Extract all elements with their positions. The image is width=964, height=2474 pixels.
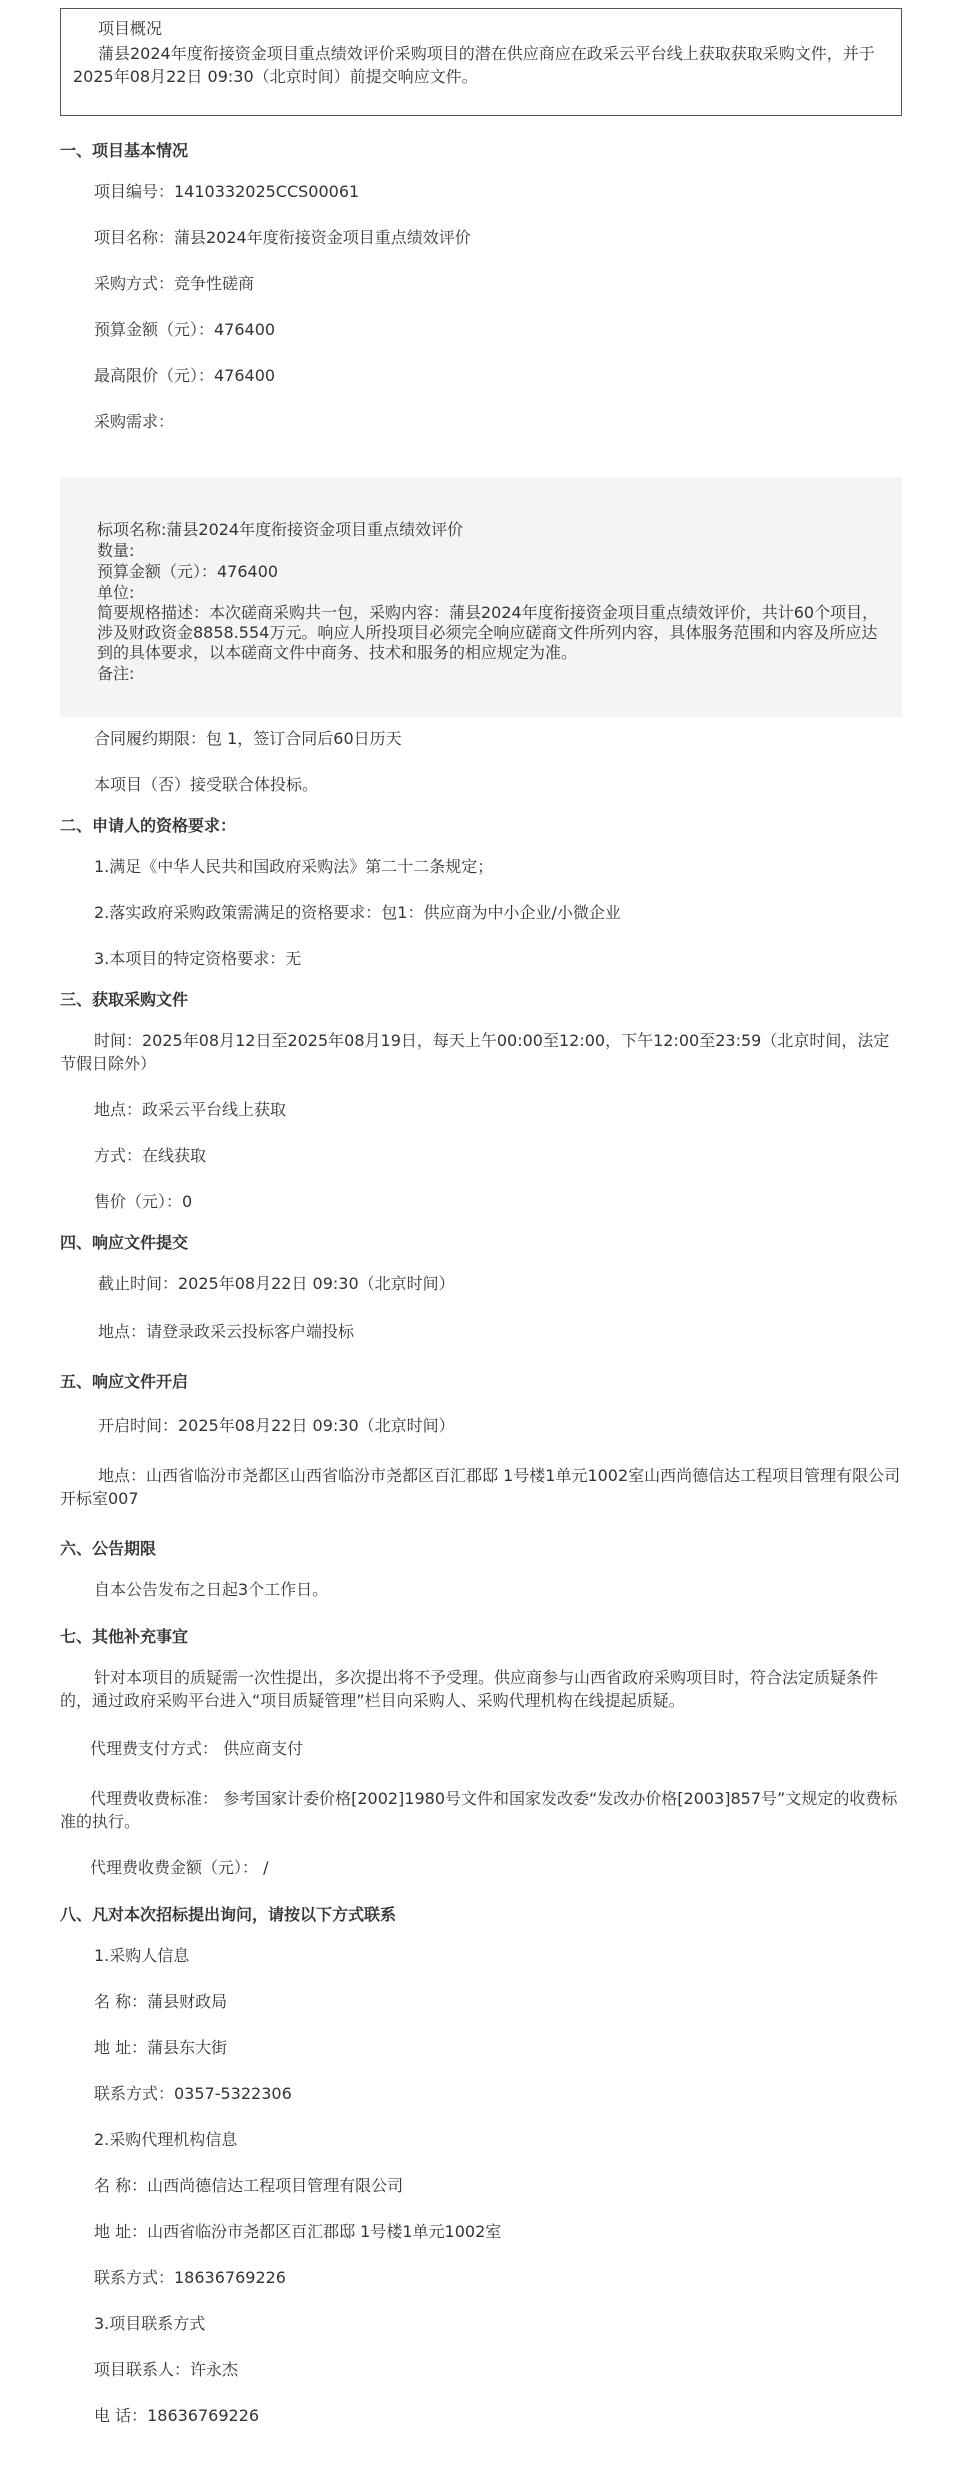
agency-fee-payer: 代理费支付方式： 供应商支付	[90, 1739, 304, 1758]
submission-deadline: 截止时间：2025年08月22日 09:30（北京时间）	[98, 1274, 455, 1293]
lot-budget: 预算金额（元）：476400	[97, 562, 279, 581]
complaint-note: 针对本项目的质疑需一次性提出，多次提出将不予受理。供应商参与山西省政府采购项目时，符合法定质疑条件的，通过政府采购平台进入“项目质疑管理”栏目向采购人、采购代理机构在线提起质疑。	[60, 1668, 879, 1710]
project-contact-person: 项目联系人：许永杰	[94, 2360, 239, 2379]
project-overview-box	[60, 8, 902, 116]
submission-place: 地点：请登录政采云投标客户端投标	[98, 1322, 355, 1341]
section-5-heading: 五、响应文件开启	[60, 1372, 189, 1391]
agency-fee-amount: 代理费收费金额（元）： /	[90, 1858, 269, 1877]
section-7-heading: 七、其他补充事宜	[60, 1627, 189, 1646]
opening-time: 开启时间：2025年08月22日 09:30（北京时间）	[98, 1416, 455, 1435]
budget-amount: 预算金额（元）：476400	[94, 320, 276, 339]
procurement-method: 采购方式：竞争性磋商	[94, 274, 255, 293]
section-2-heading: 二、申请人的资格要求：	[60, 816, 237, 835]
project-number: 项目编号：1410332025CCS00061	[94, 182, 360, 201]
section-8-heading: 八、凡对本次招标提出询问，请按以下方式联系	[60, 1905, 397, 1924]
document-price: 售价（元）：0	[94, 1192, 193, 1211]
agent-address: 地 址：山西省临汾市尧都区百汇郡邸 1号楼1单元1002室	[94, 2222, 502, 2241]
project-contact-phone: 电 话：18636769226	[94, 2406, 260, 2425]
contract-period: 合同履约期限：包 1，签订合同后60日历天	[94, 729, 402, 748]
agency-fee-standard: 代理费收费标准： 参考国家计委价格[2002]1980号文件和国家发改委“发改办价格[2003]857号”文规定的收费标准的执行。	[60, 1789, 898, 1831]
lot-name: 标项名称:蒲县2024年度衔接资金项目重点绩效评价	[97, 520, 464, 539]
section-3-heading: 三、获取采购文件	[60, 990, 189, 1009]
buyer-address: 地 址：蒲县东大街	[94, 2038, 228, 2057]
project-contact-title: 3.项目联系方式	[94, 2314, 206, 2333]
qualification-item-2: 2.落实政府采购政策需满足的资格要求：包1：供应商为中小企业/小微企业	[94, 903, 621, 922]
max-price: 最高限价（元）：476400	[94, 366, 276, 385]
overview-title: 项目概况	[98, 19, 163, 38]
acquisition-place: 地点：政采云平台线上获取	[94, 1100, 287, 1119]
consortium-note: 本项目（否）接受联合体投标。	[94, 775, 319, 794]
agent-info-title: 2.采购代理机构信息	[94, 2130, 238, 2149]
acquisition-time: 时间：2025年08月12日至2025年08月19日，每天上午00:00至12:00，下午12:00至23:59（北京时间，法定节假日除外）	[60, 1031, 890, 1073]
lot-unit: 单位:	[97, 583, 135, 602]
lot-description: 简要规格描述：本次磋商采购共一包，采购内容：蒲县2024年度衔接资金项目重点绩效评价，共计60个项目，涉及财政资金8858.554万元。响应人所投项目必须完全响应磋商文件所列内容，具体服务范围和内容及所应达到的具体要求，以本磋商文件中商务、技术和服务的相应规定为准。	[97, 603, 879, 662]
agent-name: 名 称：山西尚德信达工程项目管理有限公司	[94, 2176, 404, 2195]
agent-contact: 联系方式：18636769226	[94, 2268, 286, 2287]
section-4-heading: 四、响应文件提交	[60, 1233, 189, 1252]
lot-note: 备注:	[97, 664, 135, 683]
buyer-name: 名 称：蒲县财政局	[94, 1992, 228, 2011]
opening-place: 地点：山西省临汾市尧都区山西省临汾市尧都区百汇郡邸 1号楼1单元1002室山西尚德信达工程项目管理有限公司开标室007	[60, 1466, 901, 1508]
qualification-item-1: 1.满足《中华人民共和国政府采购法》第二十二条规定；	[94, 857, 494, 876]
acquisition-method: 方式：在线获取	[94, 1146, 207, 1165]
notice-period: 自本公告发布之日起3个工作日。	[94, 1580, 329, 1599]
lot-details-panel	[60, 477, 902, 717]
section-6-heading: 六、公告期限	[60, 1539, 157, 1558]
lot-quantity: 数量:	[97, 541, 135, 560]
section-1-heading: 一、项目基本情况	[60, 141, 189, 160]
overview-text: 蒲县2024年度衔接资金项目重点绩效评价采购项目的潜在供应商应在政采云平台线上获取获取采购文件，并于2025年08月22日 09:30（北京时间）前提交响应文件。	[73, 44, 875, 86]
procurement-demand: 采购需求：	[94, 412, 175, 431]
project-name: 项目名称：蒲县2024年度衔接资金项目重点绩效评价	[94, 228, 471, 247]
qualification-item-3: 3.本项目的特定资格要求：无	[94, 949, 302, 968]
buyer-contact: 联系方式：0357-5322306	[94, 2084, 292, 2103]
buyer-info-title: 1.采购人信息	[94, 1946, 190, 1965]
